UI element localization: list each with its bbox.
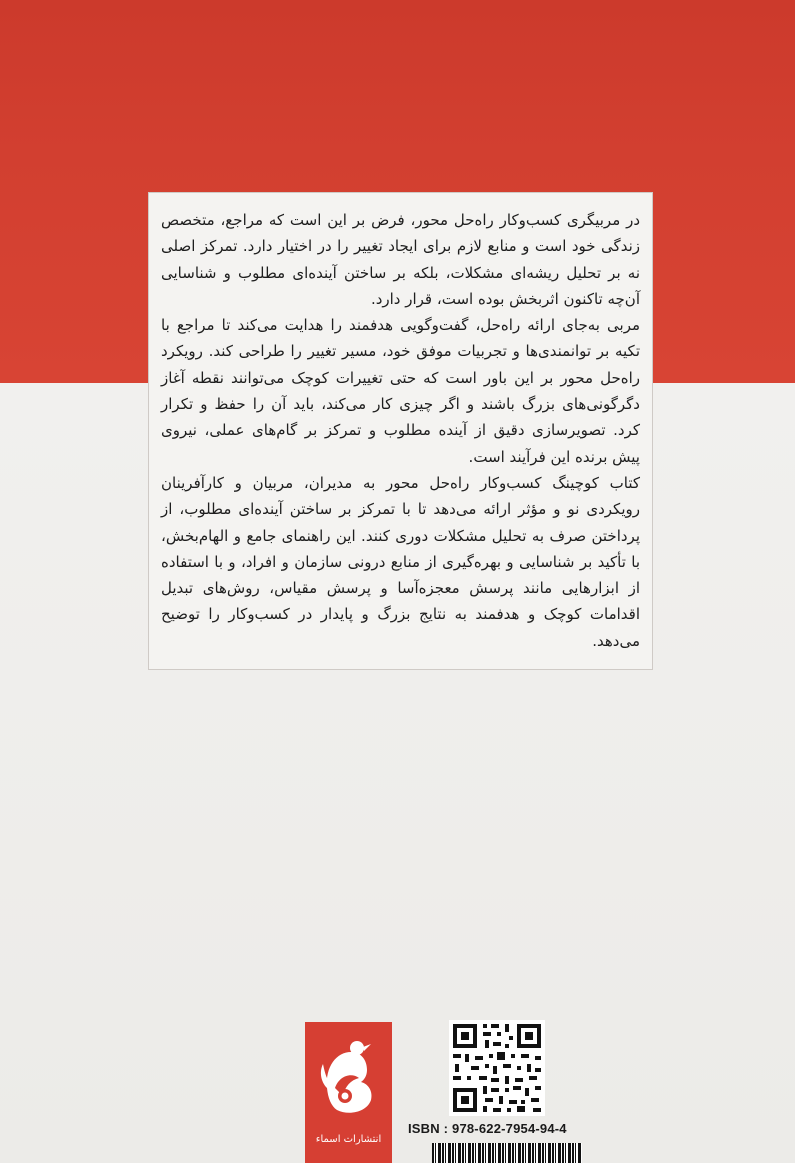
description-paragraph-3: کتاب کوچینگ کسب‌وکار راه‌حل محور به مدیران، مربیان و کارآفرینان رویکردی نو و مؤثر ارائه می‌دهد تا با تمرکز بر ساختن آینده‌ای مطلوب، از پرداختن صرف به تحلیل مشکلات دوری کنند. این راهنمای جامع و الهام‌بخش، با تأکید بر شناسایی و بهره‌گیری از منابع درونی سازمان و افراد، و با استفاده از ابزارهایی مانند پرسش معجزه‌آسا و پرسش مقیاس، روش‌های تبدیل اقدامات کوچک و هدفمند به نتایج بزرگ و پایدار در کسب‌وکار را توضیح می‌دهد. [161,473,640,650]
barcode [432,1143,582,1163]
qr-code[interactable] [449,1020,545,1116]
bird-logo-icon [305,1022,392,1132]
publisher-logo [305,1022,392,1163]
description-box [148,192,653,670]
description-paragraph-2: مربی به‌جای ارائه راه‌حل، گفت‌وگویی هدفمند را هدایت می‌کند تا مراجع با تکیه بر توانمندی‌ها و تجربیات موفق خود، مسیر تغییر را طراحی کند. رویکرد راه‌حل محور بر این باور است که حتی تغییرات کوچک می‌توانند نقطه آغاز دگرگونی‌های بزرگ باشند و اگر چیزی کار می‌کند، باید آن را حفظ و تکرار کرد. تصویرسازی دقیق از آینده مطلوب و تمرکز بر گام‌های عملی، نیروی پیش برنده این فرآیند است. [161,316,640,466]
isbn-label: ISBN : 978-622-7954-94-4 [408,1121,567,1136]
qr-code-icon [449,1020,545,1116]
description-paragraph-1: در مربیگری کسب‌وکار راه‌حل محور، فرض بر این است که مراجع، متخصص زندگی خود است و منابع لازم برای ایجاد تغییر را در اختیار دارد. تمرکز اصلی نه بر تحلیل ریشه‌ای مشکلات، بلکه بر ساختن آینده‌ای مطلوب و شناسایی آن‌چه تاکنون اثربخش بوده است، قرار دارد. [161,211,640,308]
publisher-name: انتشارات اسماء [315,1134,382,1145]
